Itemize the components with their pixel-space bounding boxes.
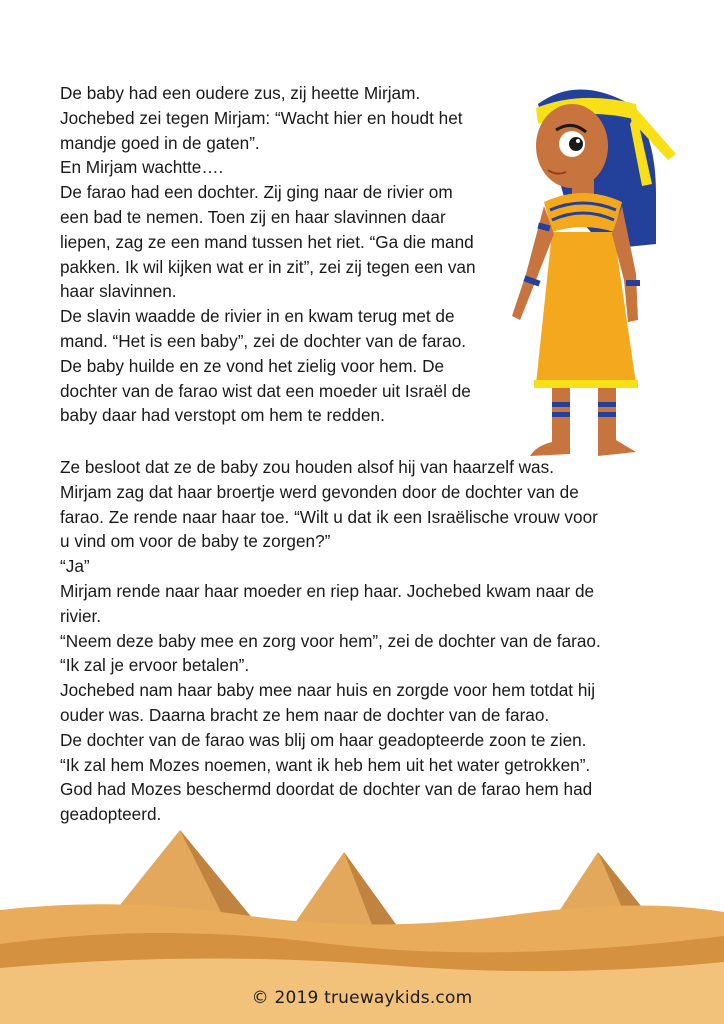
story-bottom-line: “Ik zal je ervoor betalen”.: [60, 655, 250, 676]
story-bottom-line: “Ja”: [60, 556, 90, 577]
story-bottom-line: “Neem deze baby mee en zorg voor hem”, zei de dochter van de farao.: [60, 630, 601, 651]
story-bottom-line: Mirjam rende naar haar moeder en riep haar. Jochebed kwam naar de: [60, 580, 595, 601]
story-top-line: liepen, zag ze een mand tussen het riet. “Ga die mand: [60, 231, 474, 252]
story-top-line: mand. “Het is een baby”, zei de dochter van de farao.: [60, 330, 467, 351]
story-top-line: De farao had een dochter. Zij ging naar de rivier om: [60, 182, 453, 203]
story-bottom-line: u vind om voor de baby te zorgen?”: [60, 531, 331, 552]
story-top-line: Jochebed zei tegen Mirjam: “Wacht hier en houdt het: [60, 107, 463, 128]
story-bottom-line: geadopteerd.: [60, 804, 162, 825]
story-top-line: De baby huilde en ze vond het zielig voor hem. De: [60, 355, 445, 376]
egyptian-girl-illustration: [486, 84, 694, 462]
story-top-line: pakken. Ik wil kijken wat er in zit”, zei zij tegen een van: [60, 256, 476, 277]
story-paragraph-top: [60, 81, 476, 428]
story-bottom-line: God had Mozes beschermd doordat de dochter van de farao hem had: [60, 779, 593, 800]
story-top-line: En Mirjam wachtte….: [60, 157, 224, 178]
story-top-line: mandje goed in de gaten”.: [60, 132, 260, 153]
story-top-line: De slavin waadde de rivier in en kwam terug met de: [60, 306, 455, 327]
story-bottom-line: Ze besloot dat ze de baby zou houden alsof hij van haarzelf was.: [60, 457, 554, 477]
story-top-line: een bad te nemen. Toen zij en haar slavinnen daar: [60, 206, 446, 227]
story-top-line: baby daar had verstopt om hem te redden.: [60, 405, 385, 426]
story-top-line: De baby had een oudere zus, zij heette Mirjam.: [60, 83, 421, 103]
copyright-footer: © 2019 truewaykids.com: [251, 988, 473, 1008]
story-top-line: dochter van de farao wist dat een moeder uit Israël de: [60, 380, 471, 401]
story-bottom-line: rivier.: [60, 605, 102, 626]
story-bottom-line: Jochebed nam haar baby mee naar huis en zorgde voor hem totdat hij: [60, 680, 596, 701]
story-bottom-line: De dochter van de farao was blij om haar geadopteerde zoon te zien.: [60, 729, 587, 750]
story-bottom-line: Mirjam zag dat haar broertje werd gevonden door de dochter van de: [60, 481, 579, 502]
story-bottom-line: “Ik zal hem Mozes noemen, want ik heb hem uit het water getrokken”.: [60, 754, 591, 775]
story-bottom-line: ouder was. Daarna bracht ze hem naar de dochter van de farao.: [60, 704, 550, 725]
story-top-line: haar slavinnen.: [60, 281, 177, 302]
story-paragraph-bottom: [60, 455, 601, 827]
story-bottom-line: farao. Ze rende naar haar toe. “Wilt u dat ik een Israëlische vrouw voor: [60, 506, 598, 527]
